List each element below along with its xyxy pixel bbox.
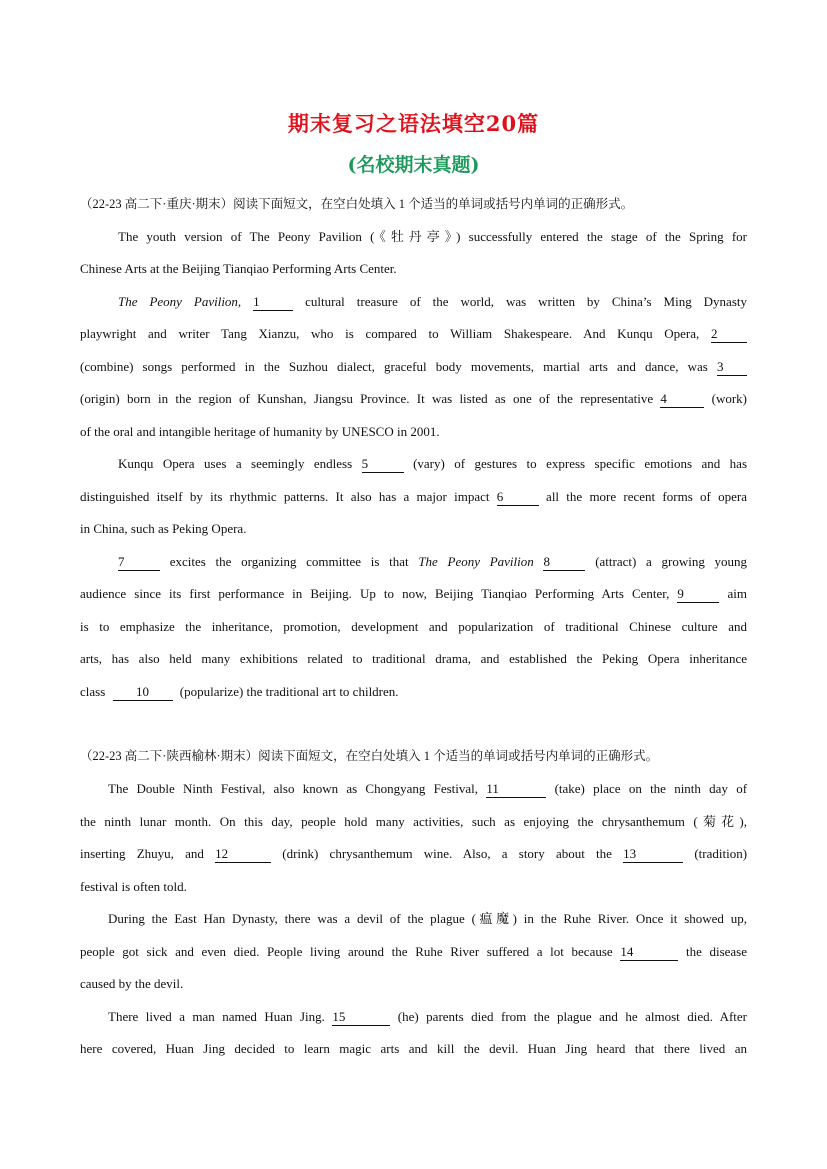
blank-4[interactable]: 4 [660, 391, 704, 408]
passage2-line: During the East Han Dynasty, there was a devil of the plague (瘟魔) in the Ruhe River. Once it showed up, [108, 911, 747, 926]
blank-8[interactable]: 8 [543, 554, 585, 571]
blank-7[interactable]: 7 [118, 554, 160, 571]
passage1-line: in China, such as Peking Opera. [80, 521, 247, 536]
passage1-line [118, 552, 747, 572]
blank-9[interactable]: 9 [677, 586, 719, 603]
text: There lived a man named Huan Jing. [108, 1009, 325, 1024]
passage1-line [80, 682, 747, 702]
text: (he) parents died from the plague and he almost died. After [397, 1009, 748, 1024]
blank-12[interactable]: 12 [215, 846, 271, 863]
text: (popularize) the traditional art to children. [179, 684, 399, 699]
passage1-line [118, 292, 747, 312]
blank-10[interactable]: 10 [113, 684, 173, 701]
passage2-line [108, 1007, 747, 1027]
text: distinguished itself by its rhythmic patterns. It also has a major impact [80, 489, 490, 504]
text: (origin) born in the region of Kunshan, Jiangsu Province. It was listed as one of the representative [80, 391, 654, 406]
text: audience since its first performance in Beijing. Up to now, Beijing Tianqiao Performing Arts Center, [80, 586, 670, 601]
blank-14[interactable]: 14 [620, 944, 678, 961]
passage1-line [118, 454, 747, 474]
passage2-line: festival is often told. [80, 879, 187, 894]
text: (vary) of gestures to express specific emotions and has [413, 456, 747, 471]
passage2-header: （22-23 高二下·陕西榆林·期末）阅读下面短文，在空白处填入 1 个适当的单词或括号内单词的正确形式。 [80, 749, 659, 763]
text: (take) place on the ninth day of [554, 781, 748, 796]
text: all the more recent forms of opera [546, 489, 747, 504]
passage1-line: The youth version of The Peony Pavilion (《牡丹亭》) successfully entered the stage of the Spring for [118, 229, 747, 244]
passage1-line: arts, has also held many exhibitions related to traditional drama, and established the Peking Opera inheritance [80, 651, 747, 666]
blank-15[interactable]: 15 [332, 1009, 390, 1026]
text: inserting Zhuyu, and [80, 846, 204, 861]
text: playwright and writer Tang Xianzu, who is compared to William Shakespeare. And Kunqu Opera, [80, 326, 700, 341]
text: people got sick and even died. People living around the Ruhe River suffered a lot because [80, 944, 613, 959]
text: Kunqu Opera uses a seemingly endless [118, 456, 353, 471]
passage2-line: caused by the devil. [80, 976, 184, 991]
passage1-line [80, 584, 747, 604]
passage1-line: of the oral and intangible heritage of humanity by UNESCO in 2001. [80, 424, 440, 439]
passage1-line [80, 324, 747, 344]
passage2-line [108, 779, 747, 799]
passage1-line: is to emphasize the inheritance, promotion, development and popularization of traditional Chinese culture and [80, 619, 747, 634]
passage1-line [80, 487, 747, 507]
passage2-line [80, 942, 747, 962]
text: class [80, 684, 106, 699]
text-italic: The Peony Pavilion, [118, 294, 242, 309]
passage1-line [80, 357, 747, 377]
blank-1[interactable]: 1 [253, 294, 293, 311]
text: (work) [711, 391, 748, 406]
text: The Double Ninth Festival, also known as Chongyang Festival, [108, 781, 479, 796]
blank-5[interactable]: 5 [362, 456, 404, 473]
blank-2[interactable]: 2 [711, 326, 747, 343]
text: aim [727, 586, 747, 601]
text: (combine) songs performed in the Suzhou dialect, graceful body movements, martial arts and dance, was [80, 359, 708, 374]
text: the disease [685, 944, 748, 959]
passage1-header: （22-23 高二下·重庆·期末）阅读下面短文，在空白处填入 1 个适当的单词或括号内单词的正确形式。 [80, 197, 634, 211]
text: (tradition) [694, 846, 748, 861]
blank-3[interactable]: 3 [717, 359, 747, 376]
page-title: 期末复习之语法填空20篇 [287, 111, 540, 136]
blank-13[interactable]: 13 [623, 846, 683, 863]
blank-6[interactable]: 6 [497, 489, 539, 506]
passage2-line: the ninth lunar month. On this day, people hold many activities, such as enjoying the chrysanthemum (菊花), [80, 814, 747, 829]
page-subtitle: (名校期末真题) [347, 154, 480, 176]
text: excites the organizing committee is that [169, 554, 409, 569]
passage2-line: here covered, Huan Jing decided to learn magic arts and kill the devil. Huan Jing heard that there lived an [80, 1041, 747, 1056]
text: cultural treasure of the world, was written by China’s Ming Dynasty [305, 294, 748, 309]
passage2-line [80, 844, 747, 864]
passage1-line: Chinese Arts at the Beijing Tianqiao Performing Arts Center. [80, 261, 397, 276]
blank-11[interactable]: 11 [486, 781, 546, 798]
text-italic: The Peony Pavilion [418, 554, 534, 569]
text: (attract) a growing young [595, 554, 748, 569]
passage1-line [80, 389, 747, 409]
text: (drink) chrysanthemum wine. Also, a story about the [282, 846, 612, 861]
